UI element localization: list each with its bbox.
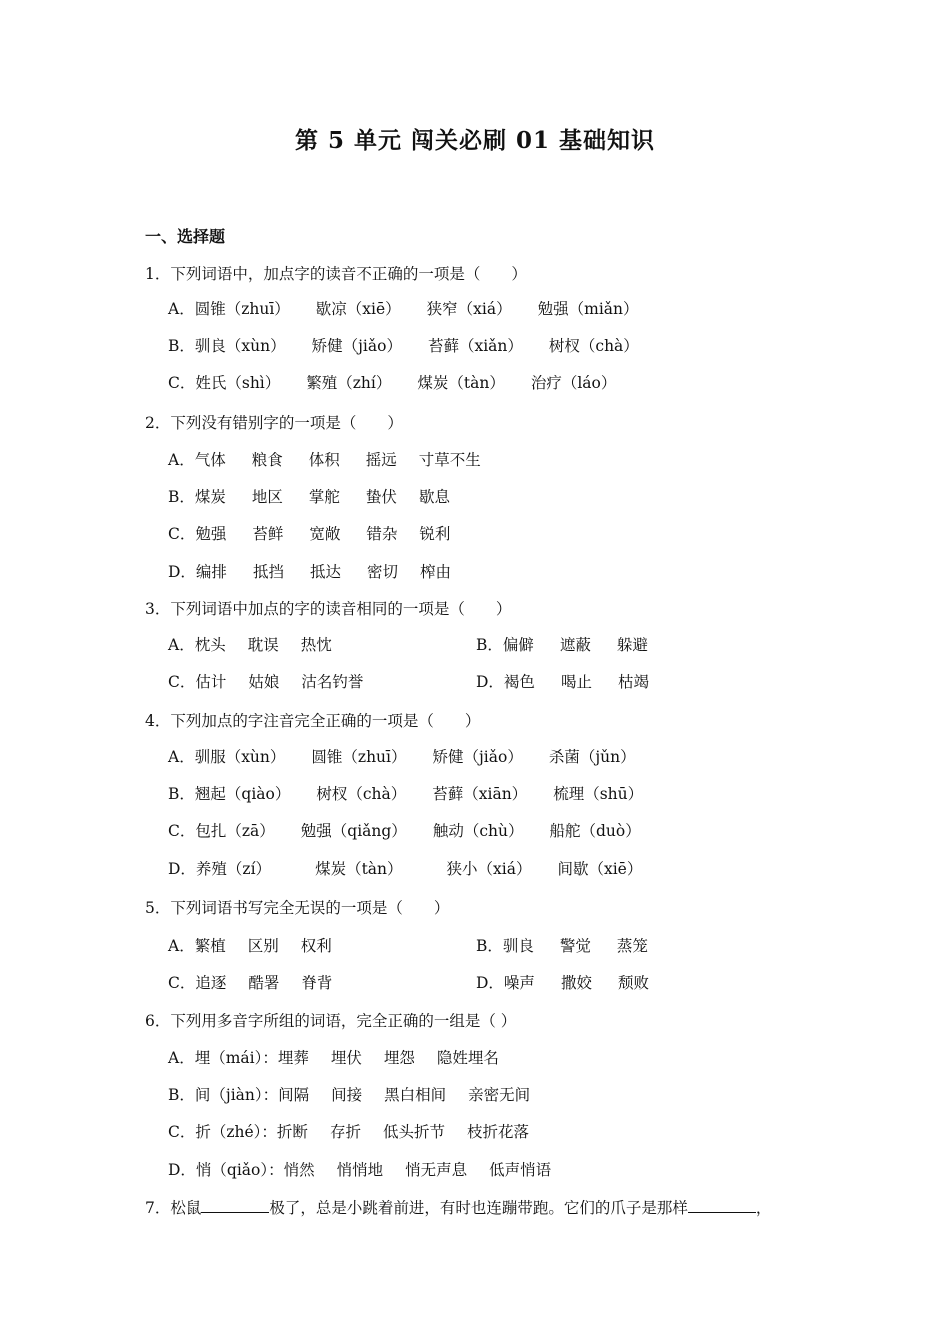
option-term: 煤炭（tàn） <box>417 374 505 392</box>
question-6-stem: 6．下列用多音字所组的词语，完全正确的一组是（ ） <box>145 1012 517 1030</box>
question-7-stem <box>145 1196 771 1218</box>
option-term: 低头折节 <box>382 1123 445 1141</box>
question-1-option-c <box>168 371 616 393</box>
option-term: 宽敞 <box>309 525 341 543</box>
option-term: D．悄（qiǎo）：悄然 <box>168 1161 315 1179</box>
option-term: 寸草不生 <box>418 451 481 469</box>
question-4-option-c <box>168 819 641 841</box>
option-term: 矫健（jiǎo） <box>432 748 523 766</box>
option-term: 狭窄（xiá） <box>426 300 512 318</box>
option-term: C．勉强 <box>168 525 227 543</box>
option-term: 存折 <box>329 1123 361 1141</box>
option-term: 船舵（duò） <box>549 822 641 840</box>
option-term: 抵挡 <box>252 563 284 581</box>
option-term: C．姓氏（shì） <box>168 374 281 392</box>
option-term: A．繁植 <box>168 937 226 955</box>
option-term: A．枕头 <box>168 636 226 654</box>
question-6-option-d <box>168 1158 551 1180</box>
option-term: A．埋（mái）：埋葬 <box>168 1049 309 1067</box>
option-term: D．褐色 <box>476 673 535 691</box>
option-term: 脊背 <box>301 974 333 992</box>
option-term: 树杈（chà） <box>548 337 639 355</box>
question-2-option-a <box>168 448 481 470</box>
option-term: 热忱 <box>300 636 332 654</box>
option-term: 狭小（xiá） <box>446 860 532 878</box>
option-term: 苔藓（xiān） <box>432 785 528 803</box>
option-term: B．驯良（xùn） <box>168 337 286 355</box>
option-term: 杀菌（jǔn） <box>548 748 636 766</box>
option-term: B．翘起（qiào） <box>168 785 291 803</box>
question-2-stem: 2．下列没有错别字的一项是（ ） <box>145 414 403 432</box>
question-3-option-a <box>168 633 332 655</box>
option-term: 勉强（qiǎng） <box>300 822 407 840</box>
option-term: A．气体 <box>168 451 226 469</box>
option-term: 密切 <box>366 563 398 581</box>
option-term: 掌舵 <box>308 488 340 506</box>
question-2-option-b <box>168 485 450 507</box>
option-term: 埋伏 <box>330 1049 362 1067</box>
option-term: 蛰伏 <box>365 488 397 506</box>
question-1-option-b <box>168 334 639 356</box>
option-term: B．煤炭 <box>168 488 226 506</box>
option-term: 埋怨 <box>383 1049 415 1067</box>
option-term: D．噪声 <box>476 974 535 992</box>
question-5-option-b <box>476 934 648 956</box>
option-term: C．追逐 <box>168 974 227 992</box>
question-5-stem: 5．下列词语书写完全无误的一项是（ ） <box>145 899 450 917</box>
option-term: A．驯服（xùn） <box>168 748 286 766</box>
option-term: 体积 <box>308 451 340 469</box>
answer-blank[interactable] <box>201 1198 269 1213</box>
option-term: 悄无声息 <box>405 1161 468 1179</box>
option-term: 歇凉（xiē） <box>315 300 401 318</box>
option-term: 权利 <box>300 937 332 955</box>
option-term: 酷署 <box>248 974 280 992</box>
option-term: 躲避 <box>616 636 648 654</box>
option-term: 治疗（láo） <box>530 374 617 392</box>
question-6-option-c <box>168 1120 529 1142</box>
option-term: D．养殖（zí） <box>168 860 272 878</box>
option-term: 煤炭（tàn） <box>315 860 403 878</box>
option-term: 间歇（xiē） <box>557 860 643 878</box>
option-term: 耽误 <box>247 636 279 654</box>
option-term: D．编排 <box>168 563 227 581</box>
option-term: 悄悄地 <box>336 1161 384 1179</box>
option-term: 低声悄语 <box>489 1161 552 1179</box>
option-term: A．圆锥（zhuī） <box>168 300 290 318</box>
option-term: 亲密无间 <box>468 1086 531 1104</box>
option-term: 区别 <box>247 937 279 955</box>
question-7-text: 极了，总是小跳着前进，有时也连蹦带跑。它们的爪子是那样 <box>269 1199 688 1217</box>
option-term: 枯竭 <box>617 673 649 691</box>
question-5-option-c <box>168 971 332 993</box>
question-1-option-a <box>168 297 639 319</box>
question-3-option-c <box>168 670 363 692</box>
option-term: B．间（jiàn）：间隔 <box>168 1086 310 1104</box>
question-5-option-a <box>168 934 332 956</box>
option-term: 粮食 <box>251 451 283 469</box>
option-term: 撒姣 <box>560 974 592 992</box>
question-5-option-d <box>476 971 649 993</box>
question-3-option-d <box>476 670 649 692</box>
question-6-option-a <box>168 1046 499 1068</box>
section-heading: 一、选择题 <box>145 227 226 246</box>
question-4-option-d <box>168 857 642 879</box>
option-term: 树杈（chà） <box>316 785 407 803</box>
option-term: 矫健（jiǎo） <box>311 337 402 355</box>
question-4-option-b <box>168 782 643 804</box>
question-2-option-c <box>168 522 450 544</box>
option-term: 抵达 <box>309 563 341 581</box>
option-term: B．驯良 <box>476 937 534 955</box>
option-term: C．折（zhé）：折断 <box>168 1123 308 1141</box>
option-term: 歇息 <box>418 488 450 506</box>
option-term: 地区 <box>251 488 283 506</box>
option-term: 警觉 <box>559 937 591 955</box>
answer-blank[interactable] <box>688 1198 756 1213</box>
option-term: 沽名钓誉 <box>301 673 364 691</box>
option-term: 隐姓埋名 <box>436 1049 499 1067</box>
option-term: 枝折花落 <box>466 1123 529 1141</box>
question-3-option-b <box>476 633 648 655</box>
option-term: 错杂 <box>366 525 398 543</box>
option-term: 摇远 <box>365 451 397 469</box>
option-term: 触动（chù） <box>432 822 524 840</box>
question-3-stem: 3．下列词语中加点的字的读音相同的一项是（ ） <box>145 600 512 618</box>
question-4-option-a <box>168 745 636 767</box>
option-term: 圆锥（zhuī） <box>311 748 407 766</box>
page-title: 第 5 单元 闯关必刷 01 基础知识 <box>294 127 656 154</box>
question-1-stem: 1．下列词语中，加点字的读音不正确的一项是（ ） <box>145 265 527 283</box>
option-term: C．估计 <box>168 673 227 691</box>
option-term: 梳理（shū） <box>553 785 644 803</box>
option-term: 颓败 <box>617 974 649 992</box>
option-term: 黑白相间 <box>384 1086 447 1104</box>
question-6-option-b <box>168 1083 530 1105</box>
option-term: 喝止 <box>560 673 592 691</box>
question-7-text: ， <box>755 1199 772 1217</box>
option-term: 锐利 <box>419 525 451 543</box>
option-term: 榨由 <box>419 563 451 581</box>
option-term: C．包扎（zā） <box>168 822 275 840</box>
question-7-text: 7．松鼠 <box>145 1199 202 1217</box>
question-2-option-d <box>168 560 451 582</box>
option-term: 姑娘 <box>248 673 280 691</box>
option-term: 遮蔽 <box>559 636 591 654</box>
option-term: 繁殖（zhí） <box>306 374 392 392</box>
option-term: 苔鲜 <box>252 525 284 543</box>
option-term: 间接 <box>331 1086 363 1104</box>
option-term: 勉强（miǎn） <box>537 300 639 318</box>
question-4-stem: 4．下列加点的字注音完全正确的一项是（ ） <box>145 712 481 730</box>
option-term: B．偏僻 <box>476 636 534 654</box>
option-term: 苔藓（xiǎn） <box>427 337 523 355</box>
option-term: 蒸笼 <box>616 937 648 955</box>
